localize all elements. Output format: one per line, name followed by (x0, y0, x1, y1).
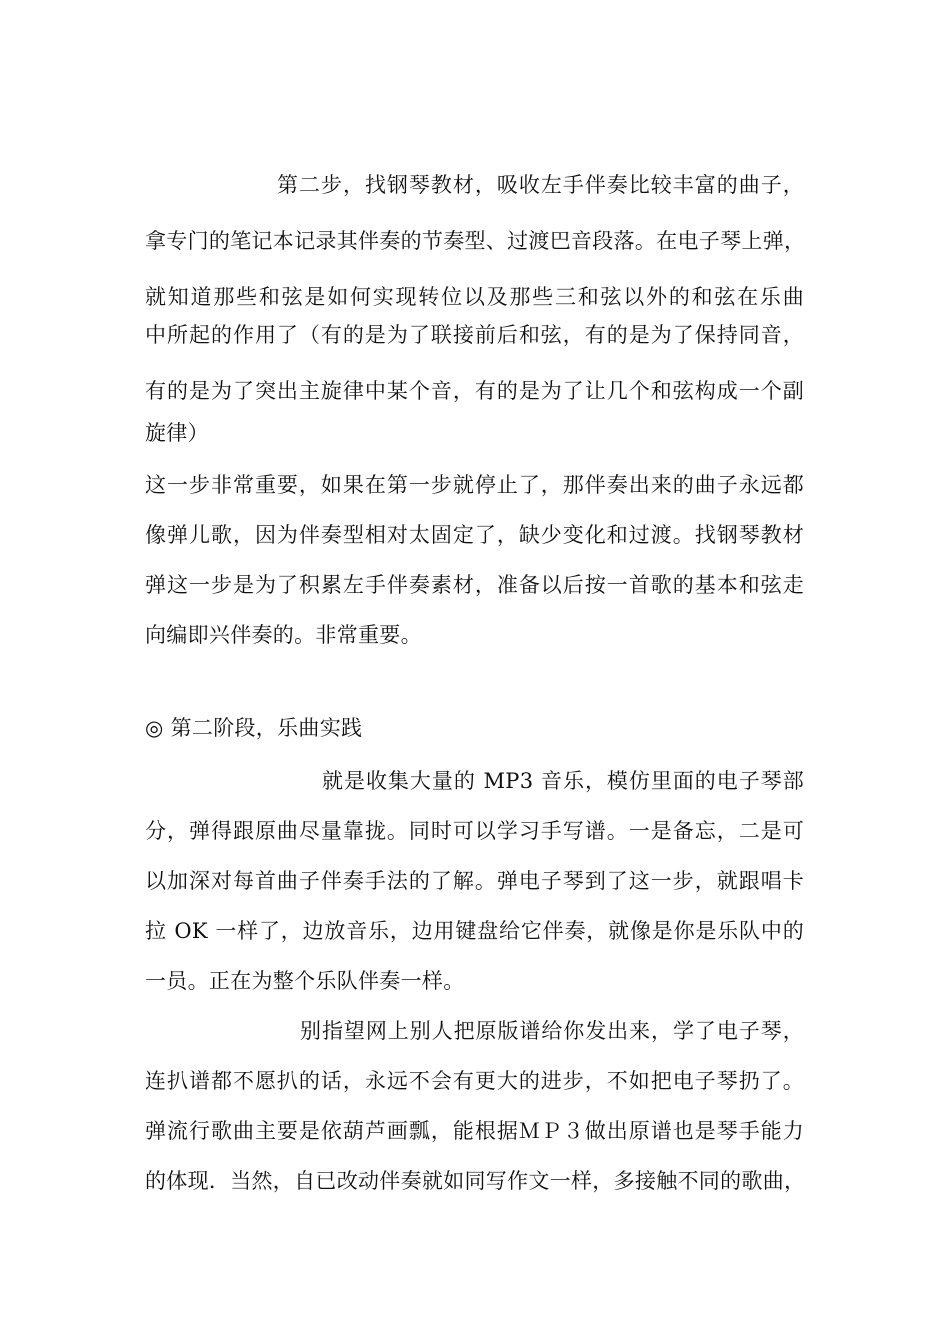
importance-line-1: 这一步非常重要，如果在第一步就停止了，那伴奏出来的曲子永远都 (145, 473, 804, 497)
importance-line-3: 弹这一步是为了积累左手伴奏素材，准备以后按一首歌的基本和弦走 (145, 573, 804, 597)
importance-line-2: 像弹儿歌，因为伴奏型相对太固定了，缺少变化和过渡。找钢琴教材 (145, 523, 804, 547)
practice-line-5: 一员。正在为整个乐队伴奏一样。 (145, 969, 465, 993)
stage2-heading: ◎ 第二阶段，乐曲实践 (145, 716, 363, 740)
practice-line-3: 以加深对每首曲子伴奏手法的了解。弹电子琴到了这一步，就跟唱卡 (145, 869, 804, 893)
step2-line-4: 中所起的作用了（有的是为了联接前后和弦，有的是为了保持同音， (145, 323, 804, 347)
transcribe-line-3: 弹流行歌曲主要是依葫芦画瓢，能根据ＭＰ３做出原谱也是琴手能力 (145, 1119, 804, 1143)
practice-line-1: 就是收集大量的 MP3 音乐，模仿里面的电子琴部 (322, 769, 804, 793)
importance-line-4: 向编即兴伴奏的。非常重要。 (145, 623, 422, 647)
step2-line-6: 旋律） (145, 421, 209, 445)
practice-line-4: 拉 OK 一样了，边放音乐，边用键盘给它伴奏，就像是你是乐队中的 (145, 919, 804, 943)
step2-line-5: 有的是为了突出主旋律中某个音，有的是为了让几个和弦构成一个副 (145, 379, 804, 403)
transcribe-line-4: 的体现．当然，自已改动伴奏就如同写作文一样，多接触不同的歌曲， (145, 1169, 806, 1193)
step2-line-3: 就知道那些和弦是如何实现转位以及那些三和弦以外的和弦在乐曲 (145, 285, 804, 309)
transcribe-line-1: 别指望网上别人把原版谱给你发出来，学了电子琴， (300, 1019, 804, 1043)
step2-line-1: 第二步，找钢琴教材，吸收左手伴奏比较丰富的曲子， (277, 173, 804, 197)
step2-line-2: 拿专门的笔记本记录其伴奏的节奏型、过渡巴音段落。在电子琴上弹， (145, 229, 806, 253)
practice-line-2: 分，弹得跟原曲尽量靠拢。同时可以学习手写谱。一是备忘，二是可 (145, 819, 804, 843)
transcribe-line-2: 连扒谱都不愿扒的话，永远不会有更大的进步，不如把电子琴扔了。 (145, 1069, 804, 1093)
